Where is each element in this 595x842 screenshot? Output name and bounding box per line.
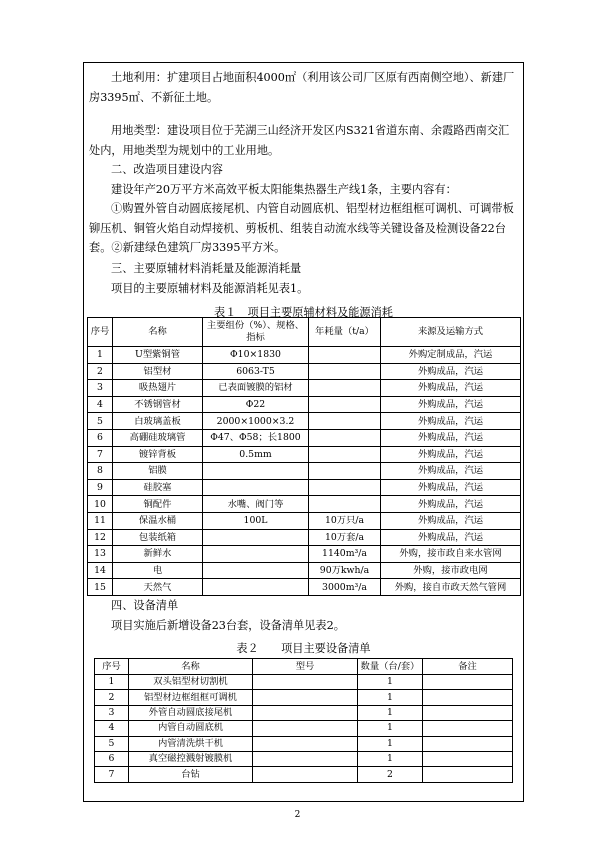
table2-caption: 表２ 项目主要设备清单	[236, 642, 371, 655]
table-cell: 6	[95, 751, 129, 766]
table-row	[88, 396, 521, 413]
table-row	[88, 579, 521, 596]
section-3-heading: 三、主要原辅材料消耗量及能源消耗量	[111, 262, 302, 275]
table-cell	[309, 446, 381, 463]
table-cell: 5	[88, 413, 113, 430]
table-cell	[423, 751, 513, 766]
table-row	[88, 380, 521, 397]
column-header: 序号	[88, 318, 113, 347]
table-cell: 7	[88, 446, 113, 463]
table-cell: Φ10×1830	[203, 347, 309, 364]
materials-table	[87, 317, 521, 596]
construction-summary: 建设年产20万平方米高效平板太阳能集热器生产线1条，主要内容有：	[111, 183, 457, 196]
table-cell: 6063-T5	[203, 363, 309, 380]
table-header-row	[95, 659, 513, 675]
table-cell: 外购成品，汽运	[381, 512, 521, 529]
table-cell	[203, 546, 309, 563]
table-cell	[309, 496, 381, 513]
table-cell: 外购成品，汽运	[381, 396, 521, 413]
table-cell: 铝膜	[113, 463, 203, 480]
table-cell	[423, 721, 513, 736]
table-cell	[253, 705, 358, 720]
table-cell: 已表面镀膜的铝材	[203, 380, 309, 397]
table-cell	[423, 675, 513, 690]
table-cell: 外购成品，汽运	[381, 496, 521, 513]
table-cell	[309, 463, 381, 480]
table-cell	[423, 705, 513, 720]
table-cell: 6	[88, 429, 113, 446]
table1-caption: 表１ 项目主要原辅材料及能源消耗	[213, 306, 393, 319]
table-cell: 包装纸箱	[113, 529, 203, 546]
table-cell: 1	[358, 690, 423, 705]
table-cell	[309, 413, 381, 430]
column-header: 名称	[113, 318, 203, 347]
table-cell: U型紫铜管	[113, 347, 203, 364]
table-row	[88, 479, 521, 496]
table-cell: 7	[95, 767, 129, 782]
section-4-heading: 四、设备清单	[111, 599, 179, 612]
table-cell: 1	[358, 736, 423, 751]
equipment-table	[94, 658, 513, 783]
table-cell: 3000m³/a	[309, 579, 381, 596]
table-cell: 外购成品，汽运	[381, 446, 521, 463]
table-cell: 1	[358, 721, 423, 736]
land-type-paragraph: 用地类型：建设项目位于芜湖三山经济开发区内S321省道东南、余霞路西南交汇处内，用地类型为规划中的工业用地。	[89, 124, 510, 157]
section-2-heading: 二、改造项目建设内容	[111, 163, 223, 176]
table-cell	[423, 736, 513, 751]
table2-reference: 项目实施后新增设备23台套，设备清单见表2。	[111, 619, 345, 632]
table-cell: 外购定制成品，汽运	[381, 347, 521, 364]
table-cell: 外购成品，汽运	[381, 363, 521, 380]
table-row	[95, 767, 513, 782]
table-cell: 3	[95, 705, 129, 720]
table-cell	[203, 579, 309, 596]
table-row	[88, 529, 521, 546]
table-cell	[253, 751, 358, 766]
column-header: 来源及运输方式	[381, 318, 521, 347]
table-cell	[423, 767, 513, 782]
table-cell: 1	[95, 675, 129, 690]
table-cell: 8	[88, 463, 113, 480]
table-cell: 5	[95, 736, 129, 751]
column-header: 年耗量（t/a）	[309, 318, 381, 347]
table1-reference: 项目的主要原辅材料及能源消耗见表1。	[111, 282, 309, 295]
table-row	[95, 705, 513, 720]
table-cell: 外购成品，汽运	[381, 413, 521, 430]
table-cell	[309, 479, 381, 496]
table-row	[88, 363, 521, 380]
table-cell: 双头铝型材切割机	[129, 675, 253, 690]
table-cell: 1	[358, 705, 423, 720]
table-cell: 高硼硅玻璃管	[113, 429, 203, 446]
table-cell: 1140m³/a	[309, 546, 381, 563]
table-cell: 台钻	[129, 767, 253, 782]
table-row	[88, 429, 521, 446]
table-row	[88, 512, 521, 529]
table-cell: Φ47、Φ58；长1800	[203, 429, 309, 446]
column-header: 数量（台/套）	[358, 659, 423, 675]
table-row	[88, 463, 521, 480]
table-cell: 电	[113, 562, 203, 579]
table-row	[95, 721, 513, 736]
table-row	[88, 347, 521, 364]
table-cell: 真空磁控溅射镀膜机	[129, 751, 253, 766]
table-cell: 3	[88, 380, 113, 397]
table-cell: 2	[95, 690, 129, 705]
table-cell	[309, 347, 381, 364]
table-cell: Φ22	[203, 396, 309, 413]
table-cell: 硅胶塞	[113, 479, 203, 496]
table-cell: 铝型材边框组框可调机	[129, 690, 253, 705]
table-cell	[203, 529, 309, 546]
table-cell: 1	[358, 751, 423, 766]
table-cell: 2	[358, 767, 423, 782]
table-row	[88, 546, 521, 563]
table-cell: 外购成品，汽运	[381, 529, 521, 546]
table-cell: 4	[88, 396, 113, 413]
table-cell	[309, 380, 381, 397]
construction-details: ①购置外管自动圆底接尾机、内管自动圆底机、铝型材边框组框可调机、可调带板铆压机、铜管火焰自动焊接机、剪板机、组装自动流水线等关键设备及检测设备22台套。②新建绿色建筑厂房3395平方米。	[89, 202, 514, 255]
table-cell: 10	[88, 496, 113, 513]
table-cell: 2000×1000×3.2	[203, 413, 309, 430]
column-header: 主要组份（%）、规格、指标	[203, 318, 309, 347]
table-cell: 15	[88, 579, 113, 596]
table-cell: 10万套/a	[309, 529, 381, 546]
table-cell: 90万kwh/a	[309, 562, 381, 579]
table-cell: 外购成品，汽运	[381, 463, 521, 480]
table-cell: 外购，接市政电网	[381, 562, 521, 579]
table-row	[95, 675, 513, 690]
table-cell	[253, 721, 358, 736]
column-header: 名称	[129, 659, 253, 675]
table-cell	[253, 675, 358, 690]
table-cell	[309, 396, 381, 413]
column-header: 备注	[423, 659, 513, 675]
table-header-row	[88, 318, 521, 347]
table-cell: 外购成品，汽运	[381, 380, 521, 397]
land-use-paragraph: 土地利用：扩建项目占地面积4000㎡（利用该公司厂区原有西南侧空地）、新建厂房3395㎡、不新征土地。	[89, 71, 515, 104]
table-cell	[253, 767, 358, 782]
table-cell: 100L	[203, 512, 309, 529]
table-cell	[253, 690, 358, 705]
table-row	[88, 413, 521, 430]
table-cell: 14	[88, 562, 113, 579]
table-cell: 外管自动圆底接尾机	[129, 705, 253, 720]
table-cell: 外购成品，汽运	[381, 479, 521, 496]
table-cell: 11	[88, 512, 113, 529]
table-cell	[253, 736, 358, 751]
table-cell: 10万只/a	[309, 512, 381, 529]
table-cell: 镀锌背板	[113, 446, 203, 463]
table-row	[95, 751, 513, 766]
table-cell: 外购成品，汽运	[381, 429, 521, 446]
table-cell: 2	[88, 363, 113, 380]
table-cell: 天然气	[113, 579, 203, 596]
table-cell: 白玻璃盖板	[113, 413, 203, 430]
table-cell	[309, 363, 381, 380]
page-number: 2	[294, 810, 301, 820]
table-row	[88, 496, 521, 513]
table-cell: 4	[95, 721, 129, 736]
column-header: 型号	[253, 659, 358, 675]
table-cell: 12	[88, 529, 113, 546]
table-row	[88, 446, 521, 463]
table-row	[88, 562, 521, 579]
table-cell: 1	[88, 347, 113, 364]
table-cell: 外购，接市政自来水管网	[381, 546, 521, 563]
table-cell: 13	[88, 546, 113, 563]
table-cell: 9	[88, 479, 113, 496]
table-cell	[309, 429, 381, 446]
table-row	[95, 690, 513, 705]
table-row	[95, 736, 513, 751]
table-cell: 0.5mm	[203, 446, 309, 463]
table-cell	[203, 479, 309, 496]
table-cell: 铜配件	[113, 496, 203, 513]
table-cell: 新鲜水	[113, 546, 203, 563]
table-cell: 吸热翅片	[113, 380, 203, 397]
table-cell: 1	[358, 675, 423, 690]
column-header: 序号	[95, 659, 129, 675]
table-cell: 水嘴、阀门等	[203, 496, 309, 513]
table-cell: 外购，接自市政天然气管网	[381, 579, 521, 596]
table-cell	[203, 562, 309, 579]
table-cell: 不锈钢管材	[113, 396, 203, 413]
table-cell	[423, 690, 513, 705]
table-cell: 内管清洗烘干机	[129, 736, 253, 751]
table-cell	[203, 463, 309, 480]
table-cell: 内管自动圆底机	[129, 721, 253, 736]
table-cell: 铝型材	[113, 363, 203, 380]
table-cell: 保温水桶	[113, 512, 203, 529]
